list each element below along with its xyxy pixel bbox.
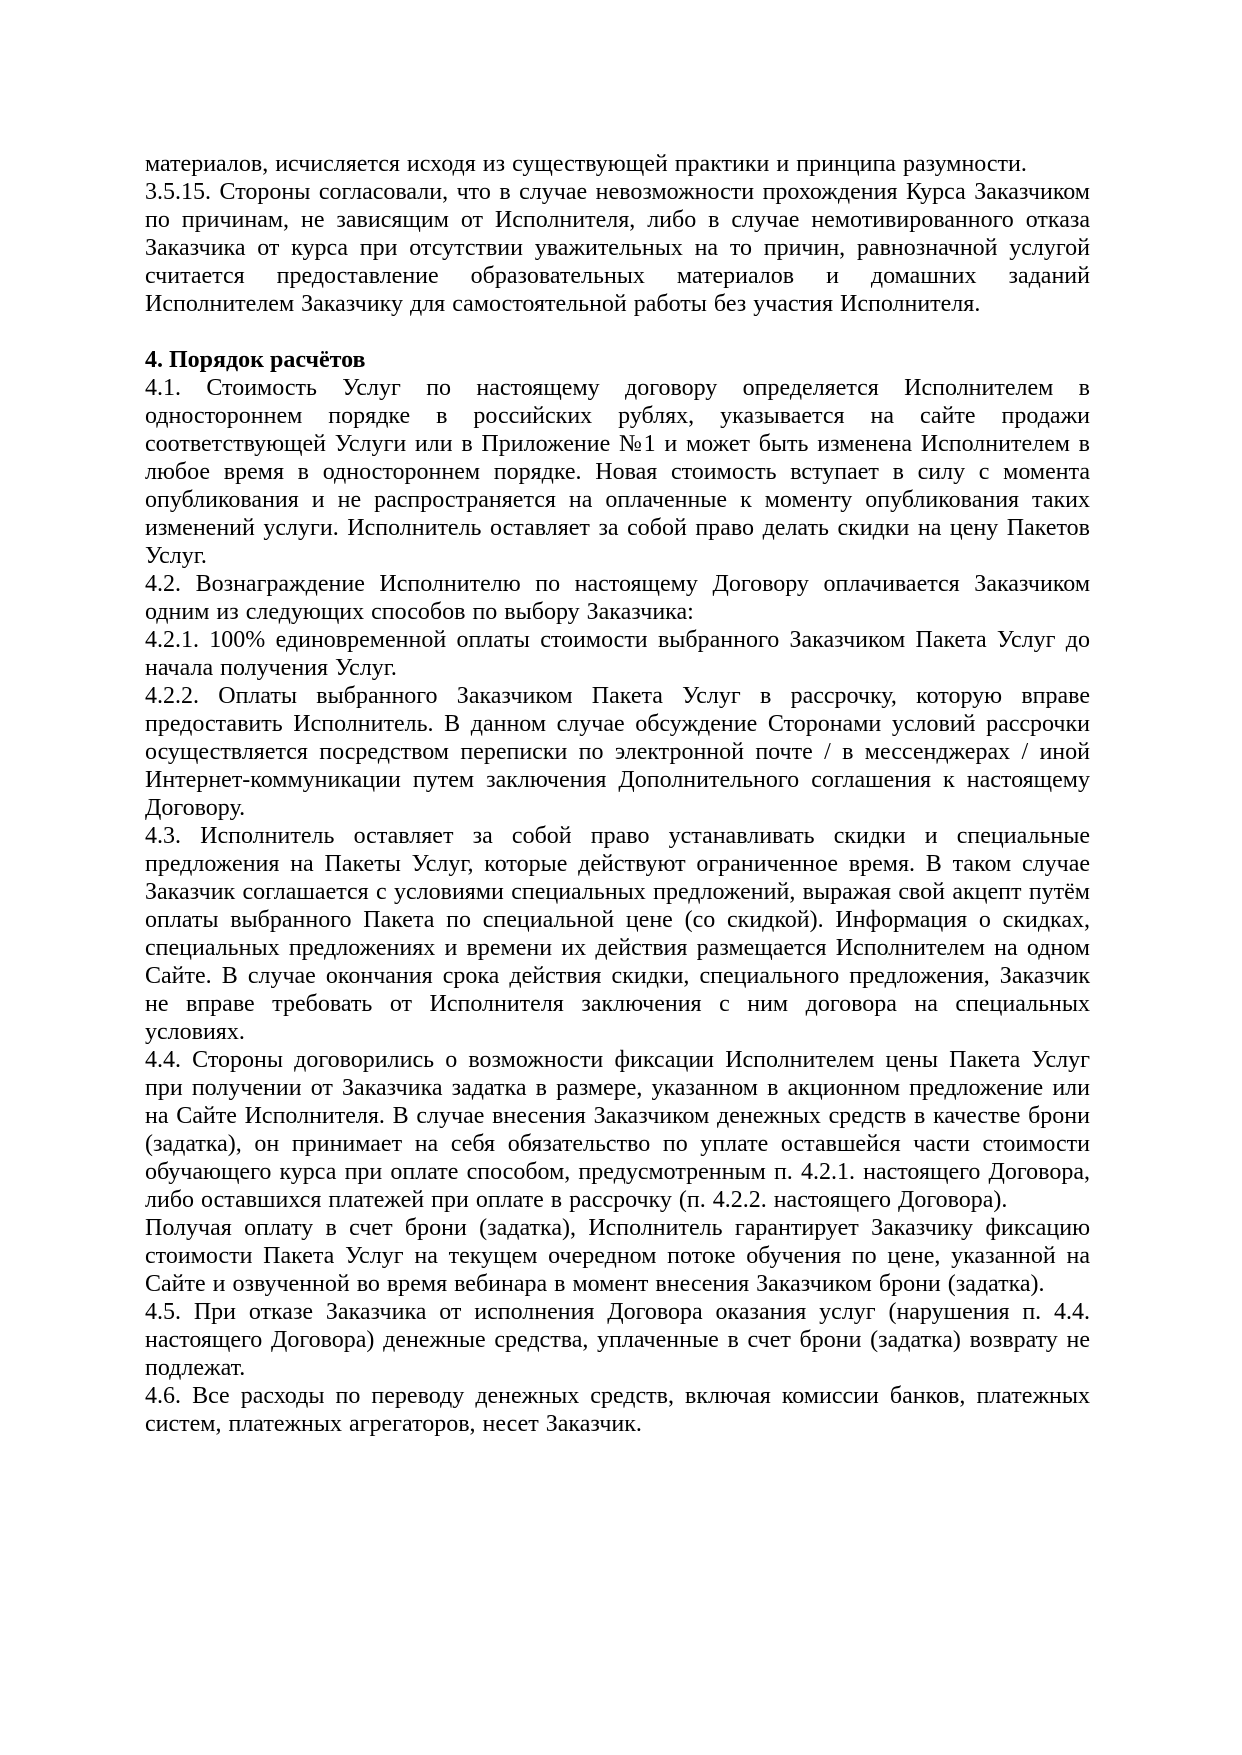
clause-4-3: 4.3. Исполнитель оставляет за собой право устанавливать скидки и специальные предложения на Пакеты Услуг, которые действуют ограниченное время. В таком случае Заказчик соглашается с условиями специальных предложений, выражая свой акцепт путём оплаты выбранного Пакета по специальной цене (со скидкой). Информация о скидках, специальных предложениях и времени их действия размещается Исполнителем на одном Сайте. В случае окончания срока действия скидки, специального предложения, Заказчик не вправе требовать от Исполнителя заключения с ним договора на специальных условиях. xyxy=(145,823,1090,1045)
clause-4-2-2: 4.2.2. Оплаты выбранного Заказчиком Пакета Услуг в рассрочку, которую вправе предоставить Исполнитель. В данном случае обсуждение Сторонами условий рассрочки осуществляется посредством переписки по электронной почте / в мессенджерах / иной Интернет-коммуникации путем заключения Дополнительного соглашения к настоящему Договору. xyxy=(145,683,1090,821)
clause-4-4: 4.4. Стороны договорились о возможности фиксации Исполнителем цены Пакета Услуг при получении от Заказчика задатка в размере, указанном в акционном предложение или на Сайте Исполнителя. В случае внесения Заказчиком денежных средств в качестве брони (задатка), он принимает на себя обязательство по уплате оставшейся части стоимости обучающего курса при оплате способом, предусмотренным п. 4.2.1. настоящего Договора, либо оставшихся платежей при оплате в рассрочку (п. 4.2.2. настоящего Договора). xyxy=(145,1047,1090,1213)
clause-3-tail-section xyxy=(145,150,1090,318)
clause-4-1: 4.1. Стоимость Услуг по настоящему договору определяется Исполнителем в одностороннем порядке в российских рублях, указывается на сайте продажи соответствующей Услуги или в Приложение №1 и может быть изменена Исполнителем в любое время в одностороннем порядке. Новая стоимость вступает в силу с момента опубликования и не распространяется на оплаченные к моменту опубликования таких изменений услуги. Исполнитель оставляет за собой право делать скидки на цену Пакетов Услуг. xyxy=(145,375,1090,569)
clause-3-5-15: 3.5.15. Стороны согласовали, что в случае невозможности прохождения Курса Заказчиком по причинам, не зависящим от Исполнителя, либо в случае немотивированного отказа Заказчика от курса при отсутствии уважительных на то причин, равнозначной услугой считается предоставление образовательных материалов и домашних заданий Исполнителем Заказчику для самостоятельной работы без участия Исполнителя. xyxy=(145,179,1090,317)
clause-4-section xyxy=(145,374,1090,1438)
section-4-heading: 4. Порядок расчётов xyxy=(145,347,366,373)
clause-4-2: 4.2. Вознаграждение Исполнителю по настоящему Договору оплачивается Заказчиком одним из следующих способов по выбору Заказчика: xyxy=(145,571,1090,625)
clause-4-4-continued: Получая оплату в счет брони (задатка), Исполнитель гарантирует Заказчику фиксацию стоимости Пакета Услуг на текущем очередном потоке обучения по цене, указанной на Сайте и озвученной во время вебинара в момент внесения Заказчиком брони (задатка). xyxy=(145,1215,1090,1297)
paragraph-continuation: материалов, исчисляется исходя из существующей практики и принципа разумности. xyxy=(145,151,1027,177)
clause-4-6: 4.6. Все расходы по переводу денежных средств, включая комиссии банков, платежных систем, платежных агрегаторов, несет Заказчик. xyxy=(145,1383,1090,1437)
clause-4-5: 4.5. При отказе Заказчика от исполнения Договора оказания услуг (нарушения п. 4.4. настоящего Договора) денежные средства, уплаченные в счет брони (задатка) возврату не подлежат. xyxy=(145,1299,1090,1381)
clause-4-2-1: 4.2.1. 100% единовременной оплаты стоимости выбранного Заказчиком Пакета Услуг до начала получения Услуг. xyxy=(145,627,1090,681)
